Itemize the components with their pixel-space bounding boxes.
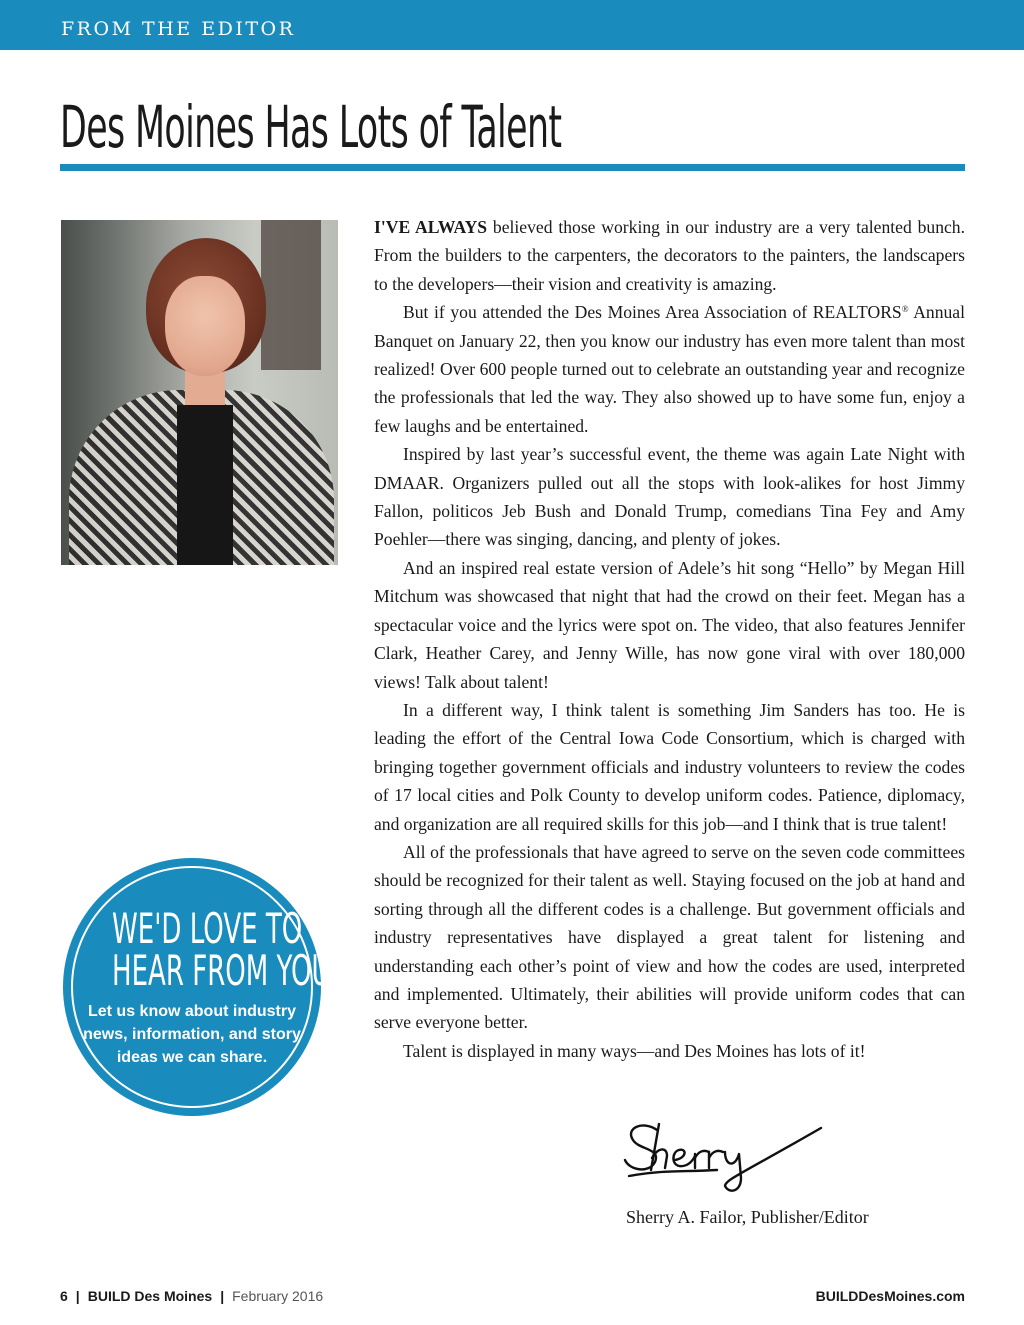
article-paragraph: In a different way, I think talent is something Jim Sanders has too. He is leading the effort of the Central Iowa Code Consortium, which is charged with bringing together government officials and industry volunteers to review the codes of 17 local cities and Polk County to develop uniform codes. Patience, diplomacy, and organization are all required skills for this job—and I think that is true talent!: [374, 699, 965, 834]
issue-date: February 2016: [232, 1288, 324, 1304]
badge-headline-line2: HEAR FROM YOU!: [112, 946, 342, 995]
title-divider: [60, 164, 965, 171]
page-title: Des Moines Has Lots of Talent: [60, 93, 562, 161]
paragraph-text: Annual Banquet on January 22, then you know our industry has even more talent than most realized! Over 600 people turned out to celebrate an outstanding year and recognize the professionals that led the way. They also showed up to have some fun, enjoy a few laughs and be entertained.: [374, 302, 965, 436]
magazine-name: BUILD Des Moines: [87, 1288, 213, 1304]
paragraph-text: believed those working in our industry are a very talented bunch. From the builders to the carpenters, the decorators to the painters, the landscapers to the developers—their vision and creativity is amazing.: [374, 217, 965, 294]
handwritten-signature: [621, 1118, 827, 1196]
photo-shirt: [177, 405, 233, 565]
editor-photo: [61, 220, 338, 565]
article-paragraph: All of the professionals that have agreed to serve on the seven code committees should be recognized for their talent as well. Staying focused on the job at hand and sorting through all the different codes is a challenge. But government officials and industry representatives have displayed a great talent for listening and understanding each other’s point of view and how the codes are used, interpreted and implemented. Ultimately, their abilities will provide uniform codes that can serve everyone better.: [374, 841, 965, 1033]
website-link[interactable]: BUILDDesMoines.com: [815, 1288, 965, 1304]
paragraph-text: But if you attended the Des Moines Area Association of REALTORS: [403, 302, 902, 323]
page-number: 6: [60, 1288, 68, 1304]
article-paragraph: And an inspired real estate version of Adele’s hit song “Hello” by Megan Hill Mitchum was showcased that night that had the crowd on their feet. Megan has a spectacular voice and the lyrics were spot on. The video, that also features Jennifer Clark, Heather Carey, and Jenny Wille, has now gone viral with over 180,000 views! Talk about talent!: [374, 557, 965, 692]
article-paragraph: Inspired by last year’s successful event, the theme was again Late Night with DMAAR. Organizers pulled out all the stops with look-alikes for host Jimmy Fallon, politicos Jeb Bush and Donald Trump, comedians Tina Fey and Amy Poehler—there was singing, dancing, and plenty of jokes.: [374, 444, 965, 550]
article-paragraph: [374, 298, 965, 440]
badge-headline-line1: WE'D LOVE TO: [112, 904, 303, 953]
signature-name: Sherry A. Failor, Publisher/Editor: [626, 1207, 869, 1227]
section-header-bar: [0, 0, 1024, 50]
section-label: FROM THE EDITOR: [61, 18, 296, 40]
footer-folio: [60, 1288, 323, 1304]
editorial-article: [374, 213, 965, 1065]
article-paragraph: [374, 213, 965, 298]
registered-mark: ®: [901, 304, 909, 315]
badge-headline: [63, 904, 342, 995]
photo-background-door: [261, 220, 321, 370]
footer-separator: |: [75, 1288, 80, 1304]
contact-badge: [63, 858, 342, 1116]
badge-text: Let us know about industry news, information, and story ideas we can share.: [83, 1003, 301, 1066]
article-paragraph: Talent is displayed in many ways—and Des Moines has lots of it!: [403, 1040, 866, 1061]
lead-in: I'VE ALWAYS: [374, 217, 488, 237]
photo-face: [165, 276, 245, 376]
footer-separator: |: [220, 1288, 225, 1304]
